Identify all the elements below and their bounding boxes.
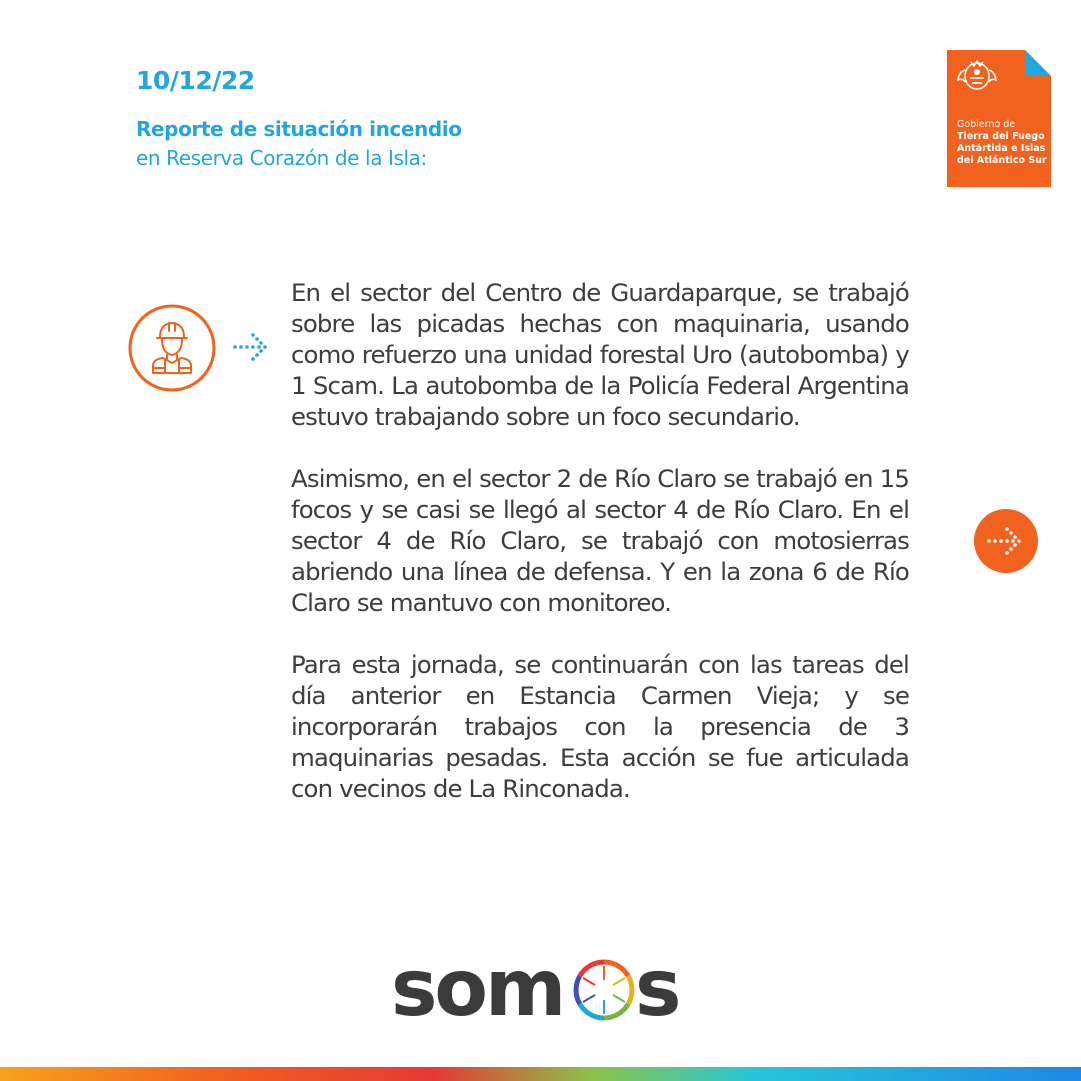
logo-line-1: Gobierno de xyxy=(957,119,1016,130)
dotted-arrow-right-icon xyxy=(232,333,272,361)
date-label: 10/12/22 xyxy=(136,66,255,95)
paragraph: En el sector del Centro de Guardaparque, se trabajó sobre las picadas hechas con maquinaria, usando como refuerzo una unidad forestal Uro (autobomba) y 1 Scam. La autobomba de la Policía Federal Argentina estuvo trabajando sobre un foco secundario. xyxy=(291,278,909,431)
brand-name: somos xyxy=(391,935,394,936)
logo-line-3: Antártida e Islas xyxy=(957,143,1046,154)
svg-text:som: som xyxy=(391,944,564,1034)
paragraph: Para esta jornada, se continuarán con las tareas del día anterior en Estancia Carmen Vieja; y se incorporarán trabajos con la presencia de 3 maquinarias pesadas. Esta acción se fue articulada con vecinos de La Rinconada. xyxy=(291,650,909,803)
report-body xyxy=(291,277,909,804)
logo-line-4: del Atlántico Sur xyxy=(957,155,1047,166)
somos-logo xyxy=(391,935,691,1035)
firefighter-icon xyxy=(127,303,217,393)
provincial-seal-icon xyxy=(955,56,999,96)
paragraph: Asimismo, en el sector 2 de Río Claro se trabajó en 15 focos y se casi se llegó al sector 4 de Río Claro. En el sector 4 de Río Claro, se trabajó con motosierras abriendo una línea de defensa. Y en la zona 6 de Río Claro se mantuvo con monitoreo. xyxy=(291,464,909,617)
report-subtitle: en Reserva Corazón de la Isla: xyxy=(136,146,427,170)
logo-line-2: Tierra del Fuego xyxy=(957,131,1045,142)
report-title: Reporte de situación incendio xyxy=(136,117,462,141)
government-logo xyxy=(947,50,1051,187)
svg-text:s: s xyxy=(635,944,682,1034)
next-arrow-icon[interactable] xyxy=(973,508,1039,574)
color-stripe xyxy=(0,1067,1081,1081)
